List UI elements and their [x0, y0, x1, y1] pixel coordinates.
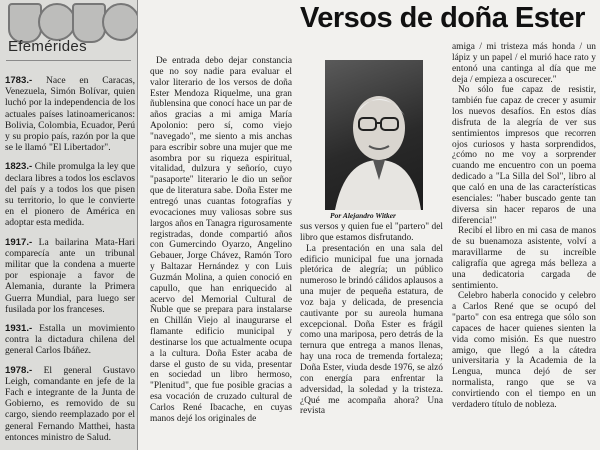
- article-paragraph: Recibí el libro en mi casa de manos de su buenamoza asistente, volví a maravillarme de su increíble caligrafía que agrega más belleza a una dedicatoria cargada de sentimiento.: [452, 226, 596, 291]
- coat-of-arms-seal-2: [38, 3, 76, 41]
- efemeride-item: [5, 75, 135, 153]
- efemeride-text: Chile promulga la ley que declara libres a todos los esclavos del país y a todos los que pisen su territorio, lo que le convierte en el pionero de América en adoptar esta medida.: [5, 161, 135, 229]
- efemerides-title: Efemérides: [8, 38, 87, 55]
- article-title: Versos de doña Ester: [300, 2, 585, 34]
- coat-of-arms-seal-1: [8, 3, 42, 43]
- article-paragraph: La presentación en una sala del edificio municipal fue una jornada pletórica de alegría; un público numeroso le brindó cálidos aplausos a una mujer de pequeña estatura, de voz baja y delicada, de presencia cautivante por su aureola humana excepcional. Doña Ester es frágil como una mariposa, pero detrás de la ternura que entrega a manos llenas, hay una roca de tremenda fortaleza; Doña Ester, viuda desde 1976, se alzó con energía para enfrentar la adversidad, la soledad y la tristeza. ¿Qué me acompaña ahora? Una revista: [300, 243, 443, 417]
- article-column-3: [452, 42, 596, 448]
- article-paragraph: De entrada debo dejar constancia que no soy nadie para evaluar el valor literario de los versos de doña Ester Mendoza Riquelme, una gran ñublensina que conocí hace un par de años gracias a mi amiga María Apolonio: pero sí, como viejo "navegado", me siento a mis anchas para escribir sobre una mujer que me asombra por su riqueza espiritual, vitalidad, dulzura y señorío, cuyo "pasaporte" literario le dio un señor que de literatura sabe. Doña Ester me entregó unas cuantas fotografías y evocaciones muy valiosas sobre sus largos años en Tanagra rigurosamente registradas, donde compartió años con Gumercindo Oyarzo, Angelino Gebauer, Jorge Chávez, Ramón Toro y Baltazar Hernández y con Luis Guzmán Molina, a quien conoció en capullo, que han enriquecido al acervo del Memorial Cultural de Ñuble que se prepara para instalarse en Chillán Viejo al inaugurarse el flamante edificio municipal y destinarse los que actualmente ocupa a la cultura. Doña Ester acaba de darse el gusto de su vida, presentar en sociedad un libro hermoso, "Plenitud", que fue posible gracias a esa vocación de cruzado cultural de Carlos René Ibacache, en cuyas manos dejé los originales de: [150, 56, 292, 424]
- efemeride-text: La bailarina Mata-Hari comparecía ante un tribunal militar que la condena a muerte por espionaje a favor de Alemania, durante la Primera Guerra Mundial, para luego ser fusilada por los franceses.: [5, 236, 135, 315]
- author-photo: [325, 60, 423, 210]
- efemeride-item: [5, 237, 135, 315]
- efemeride-item: [5, 323, 135, 357]
- article-paragraph: sus versos y quien fue el "partero" del libro que estamos disfrutando.: [300, 222, 443, 243]
- article-column-1: [150, 56, 292, 448]
- efemeride-year: 1978.-: [5, 364, 33, 376]
- photo-caption: Por Alejandro Witker: [330, 211, 396, 220]
- efemeride-year: 1823.-: [5, 161, 33, 173]
- efemerides-list: [5, 75, 135, 450]
- article-column-2: [300, 222, 443, 448]
- efemeride-item: [5, 161, 135, 228]
- article-paragraph: amiga / mi tristeza más honda / un lápiz y un papel / el murió hace rato y entonó una cantinga al día que me deja / empieza a oscurecer.": [452, 42, 596, 85]
- portrait-illustration: [325, 60, 423, 210]
- efemeride-text: Nace en Caracas, Venezuela, Simón Bolívar, quien luchó por la independencia de los actuales países latinoamericanos: Bolivia, Colombia, Ecuador, Perú y su propio país, razón por la que se le llamó "El Libertador".: [5, 75, 135, 154]
- efemeride-text: Estalla un movimiento contra la dictadura chilena del general Carlos Ibáñez.: [5, 323, 135, 357]
- efemerides-sidebar: [0, 0, 138, 450]
- coat-of-arms-seal-3: [72, 3, 106, 43]
- efemeride-year: 1917.-: [5, 236, 33, 248]
- sidebar-divider: [6, 60, 131, 61]
- efemeride-text: El general Gustavo Leigh, comandante en jefe de la Fach e integrante de la Junta de Gobierno, es removido de su cargo, siendo reemplazado por el general Fernando Matthei, hasta entonces ministro de Salud.: [5, 364, 135, 443]
- efemeride-year: 1931.-: [5, 323, 33, 335]
- efemeride-item: [5, 365, 135, 443]
- article-paragraph: No sólo fue capaz de resistir, también fue capaz de crecer y asumir los nuevos desafíos. En estos días disfruta de la alegría de ver sus sentimientos impresos que recorren ojos curiosos y hasta sorprendidos, ¿cómo no me voy a sorprender cuando me encuentro con un poema dedicado a "La Silla del Sol", libro al que caló en una de las características esenciales: "haber buscado gente tan diversa sin hacer reparos de una diferencia!": [452, 85, 596, 226]
- coat-of-arms-seal-4: [102, 3, 138, 41]
- efemeride-year: 1783.-: [5, 75, 33, 86]
- article-paragraph: Celebro haberla conocido y celebro a Carlos René que se ocupó del "parto" con esa entrega que sólo son capaces de hacer quienes sienten la vida como misión. Es que nuestro amigo, que llegó a la cátedra universitaria y la Academia de la Lengua, munca dejó de ser normalista, rango que se va convirtiendo con el tiempo en un verdadero título de nobleza.: [452, 291, 596, 410]
